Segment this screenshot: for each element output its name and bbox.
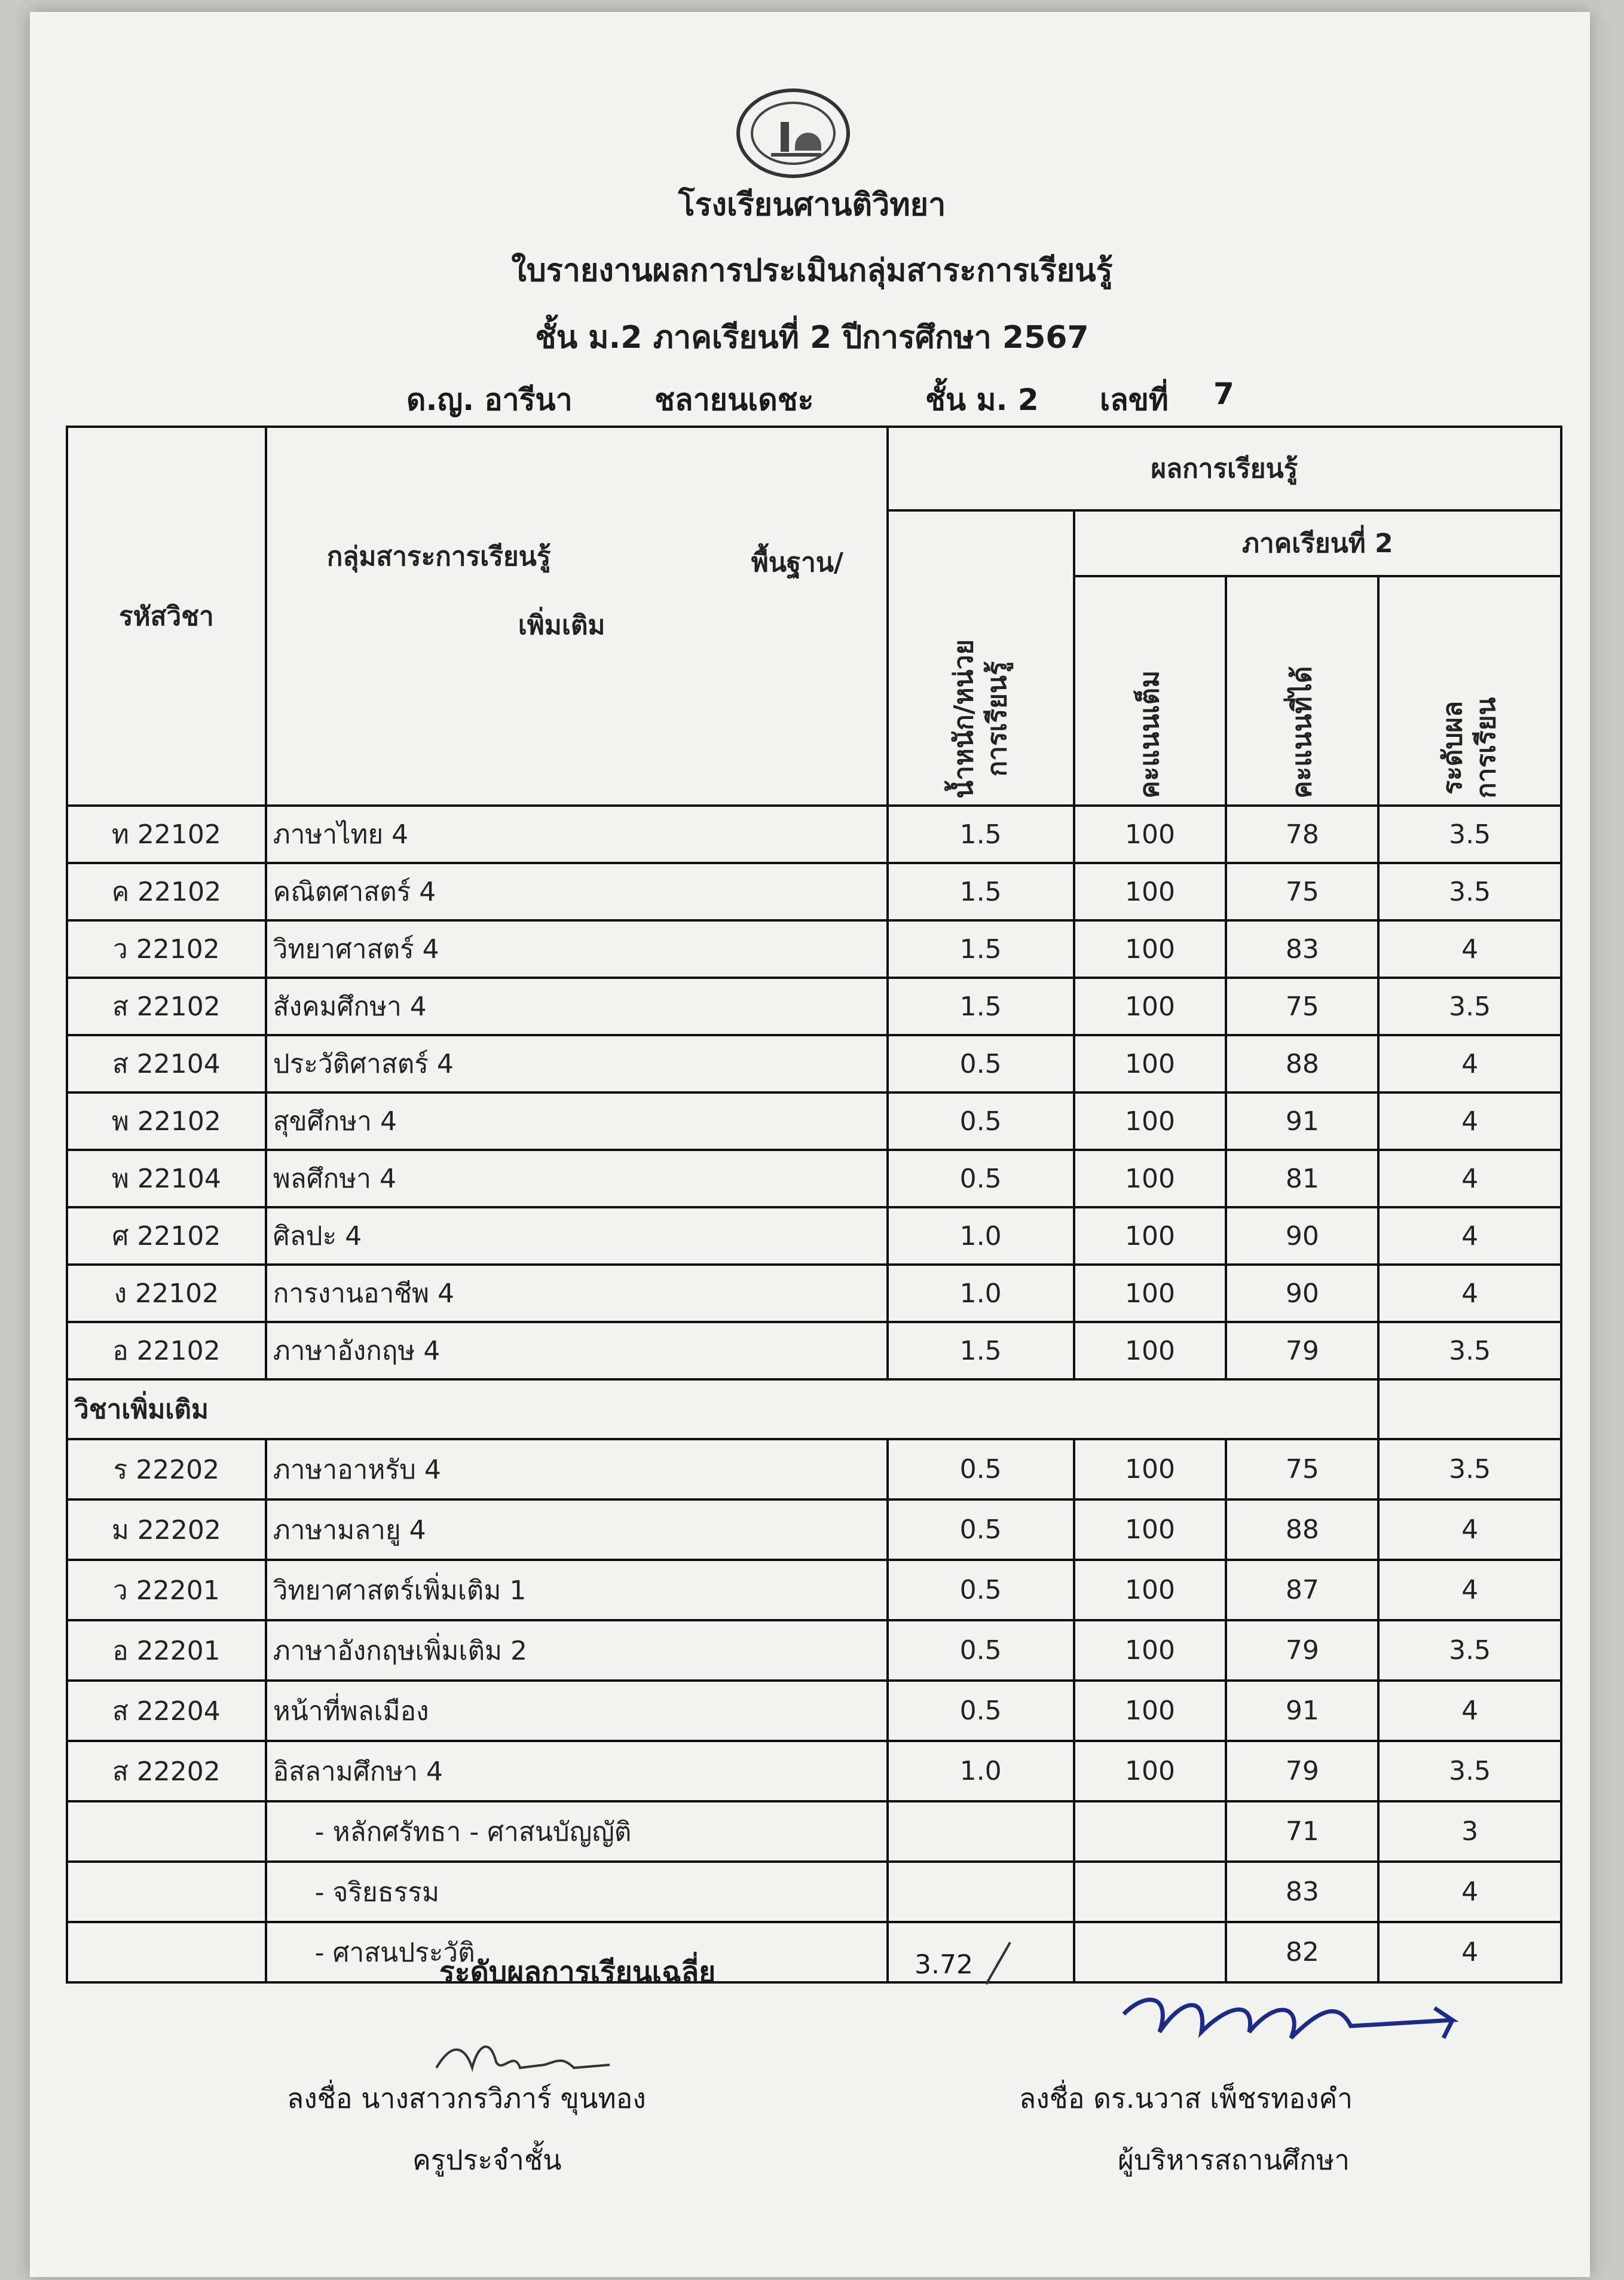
cell-grade: 3.5 <box>1378 1439 1561 1499</box>
cell-credit: 0.5 <box>888 1499 1074 1560</box>
cell-grade: 3.5 <box>1378 978 1561 1035</box>
logo-minaret <box>781 122 789 152</box>
cell-code: ร 22202 <box>67 1439 266 1499</box>
cell-full: 100 <box>1074 1035 1227 1092</box>
cell-score: 90 <box>1226 1265 1378 1322</box>
cell-full: 100 <box>1074 1439 1227 1499</box>
cell-grade: 4 <box>1378 1560 1561 1620</box>
cell-credit: 0.5 <box>888 1439 1074 1499</box>
cell-code <box>67 1801 266 1862</box>
cell-full: 100 <box>1074 806 1227 863</box>
cell-score: 91 <box>1226 1092 1378 1150</box>
credit-line-2: การเรียนรู้ <box>981 661 1013 777</box>
col-subject-label: กลุ่มสาระการเรียนรู้ <box>326 541 551 572</box>
cell-subject: การงานอาชีพ 4 <box>266 1265 888 1322</box>
cell-score: 81 <box>1226 1150 1378 1207</box>
school-name: โรงเรียนศานติวิทยา <box>678 187 946 223</box>
cell-score: 75 <box>1226 978 1378 1035</box>
teacher-signature-line: ลงชื่อ นางสาวกรวิภาร์ ขุนทอง <box>287 2082 646 2114</box>
cell-code: ว 22201 <box>67 1560 266 1620</box>
cell-full: 100 <box>1074 1681 1227 1741</box>
cell-subject: วิทยาศาสตร์เพิ่มเติม 1 <box>266 1560 888 1620</box>
grade-line-1: ระดับผล <box>1438 700 1469 795</box>
cell-grade: 3.5 <box>1378 1322 1561 1379</box>
cell-full: 100 <box>1074 1207 1227 1265</box>
grade-line-2: การเรียน <box>1471 697 1502 798</box>
col-subject-type2-label: เพิ่มเติม <box>518 610 605 641</box>
cell-score: 88 <box>1226 1035 1378 1092</box>
logo-dome <box>795 133 821 151</box>
cell-code: อ 22201 <box>67 1620 266 1681</box>
cell-grade: 4 <box>1378 920 1561 978</box>
cell-score: 83 <box>1226 920 1378 978</box>
col-score-header <box>1226 576 1378 806</box>
cell-credit: 0.5 <box>888 1620 1074 1681</box>
cell-grade: 3.5 <box>1378 806 1561 863</box>
table-row <box>67 1035 1561 1092</box>
cell-score: 90 <box>1226 1207 1378 1265</box>
report-title: ใบรายงานผลการประเมินกลุ่มสาระการเรียนรู้ <box>511 253 1113 289</box>
cell-full: 100 <box>1074 1741 1227 1801</box>
col-results-header: ผลการเรียนรู้ <box>888 427 1561 510</box>
cell-full: 100 <box>1074 1620 1227 1681</box>
cell-full: 100 <box>1074 1092 1227 1150</box>
cell-subject: ศิลปะ 4 <box>266 1207 888 1265</box>
cell-subject: สุขศึกษา 4 <box>266 1092 888 1150</box>
cell-grade: 4 <box>1378 1265 1561 1322</box>
average-grade-label: ระดับผลการเรียนเฉลี่ย <box>439 1955 716 1989</box>
cell-credit: 0.5 <box>888 1092 1074 1150</box>
credit-line-1: น้ำหนัก/หน่วย <box>948 639 979 798</box>
table-row <box>67 806 1561 863</box>
cell-grade: 3.5 <box>1378 1620 1561 1681</box>
cell-subject: อิสลามศึกษา 4 <box>266 1741 888 1801</box>
table-row <box>67 863 1561 920</box>
cell-score: 88 <box>1226 1499 1378 1560</box>
cell-grade: 4 <box>1378 1092 1561 1150</box>
cell-grade: 3.5 <box>1378 1741 1561 1801</box>
cell-credit: 1.0 <box>888 1741 1074 1801</box>
table-row <box>67 1499 1561 1560</box>
cell-full: 100 <box>1074 1560 1227 1620</box>
cell-score: 82 <box>1226 1922 1378 1982</box>
cell-subject: ประวัติศาสตร์ 4 <box>266 1035 888 1092</box>
cell-score: 79 <box>1226 1741 1378 1801</box>
logo-base <box>771 153 821 157</box>
cell-code: ว 22102 <box>67 920 266 978</box>
cell-credit: 0.5 <box>888 1150 1074 1207</box>
col-grade-header <box>1378 576 1561 806</box>
cell-subject: ภาษามลายู 4 <box>266 1499 888 1560</box>
cell-full <box>1074 1801 1227 1862</box>
col-credit-header <box>888 510 1074 806</box>
cell-grade: 4 <box>1378 1035 1561 1092</box>
student-class: ชั้น ม. 2 <box>925 382 1039 417</box>
cell-code: ง 22102 <box>67 1265 266 1322</box>
cell-code: ศ 22102 <box>67 1207 266 1265</box>
cell-credit: 1.0 <box>888 1265 1074 1322</box>
table-row <box>67 1092 1561 1150</box>
col-full-header <box>1074 576 1227 806</box>
extra-group-blank <box>1378 1379 1561 1439</box>
cell-full: 100 <box>1074 978 1227 1035</box>
full-line-1: คะแนนเต็ม <box>1134 670 1166 798</box>
term-line: ชั้น ม.2 ภาคเรียนที่ 2 ปีการศึกษา 2567 <box>535 320 1089 356</box>
cell-credit: 1.5 <box>888 863 1074 920</box>
table-row <box>67 978 1561 1035</box>
cell-subject: ภาษาอาหรับ 4 <box>266 1439 888 1499</box>
cell-score: 75 <box>1226 1439 1378 1499</box>
cell-subject: หน้าที่พลเมือง <box>266 1681 888 1741</box>
cell-score: 78 <box>1226 806 1378 863</box>
average-grade-value: 3.72 <box>915 1950 973 1980</box>
cell-credit: 0.5 <box>888 1560 1074 1620</box>
cell-score: 71 <box>1226 1801 1378 1862</box>
table-row <box>67 1207 1561 1265</box>
cell-subject: วิทยาศาสตร์ 4 <box>266 920 888 978</box>
cell-credit: 1.5 <box>888 920 1074 978</box>
cell-subject: สังคมศึกษา 4 <box>266 978 888 1035</box>
cell-grade: 4 <box>1378 1681 1561 1741</box>
cell-code: ส 22204 <box>67 1681 266 1741</box>
table-row <box>67 1322 1561 1379</box>
cell-subject: คณิตศาสตร์ 4 <box>266 863 888 920</box>
table-row <box>67 1439 1561 1499</box>
score-line-1: คะแนนที่ได้ <box>1286 666 1317 798</box>
cell-subject: ภาษาอังกฤษเพิ่มเติม 2 <box>266 1620 888 1681</box>
cell-grade: 4 <box>1378 1150 1561 1207</box>
cell-credit: 1.5 <box>888 978 1074 1035</box>
extra-group-label: วิชาเพิ่มเติม <box>67 1379 1378 1439</box>
cell-code: ส 22104 <box>67 1035 266 1092</box>
table-row <box>67 1560 1561 1620</box>
cell-credit <box>888 1862 1074 1922</box>
student-name: ด.ญ. อารีนา <box>406 382 573 417</box>
cell-subject: ภาษาอังกฤษ 4 <box>266 1322 888 1379</box>
cell-subject: ภาษาไทย 4 <box>266 806 888 863</box>
table-row <box>67 1150 1561 1207</box>
cell-subject: พลศึกษา 4 <box>266 1150 888 1207</box>
cell-full: 100 <box>1074 1322 1227 1379</box>
table-row <box>67 1265 1561 1322</box>
table-row <box>67 1620 1561 1681</box>
cell-grade: 4 <box>1378 1862 1561 1922</box>
cell-code: ค 22102 <box>67 863 266 920</box>
cell-score: 75 <box>1226 863 1378 920</box>
cell-credit: 1.5 <box>888 1322 1074 1379</box>
table-row <box>67 1681 1561 1741</box>
cell-credit <box>888 1801 1074 1862</box>
director-signature <box>1112 1972 1482 2062</box>
director-role: ผู้บริหารสถานศึกษา <box>1118 2144 1350 2176</box>
cell-code <box>67 1862 266 1922</box>
cell-code: ส 22102 <box>67 978 266 1035</box>
cell-grade: 4 <box>1378 1499 1561 1560</box>
cell-full: 100 <box>1074 920 1227 978</box>
cell-code <box>67 1922 266 1982</box>
teacher-role: ครูประจำชั้น <box>412 2144 562 2176</box>
cell-grade: 4 <box>1378 1207 1561 1265</box>
student-surname: ชลายนเดชะ <box>655 382 814 417</box>
cell-credit: 0.5 <box>888 1681 1074 1741</box>
col-term-header: ภาคเรียนที่ 2 <box>1074 510 1561 576</box>
table-row <box>67 1741 1561 1801</box>
table-row <box>67 1862 1561 1922</box>
logo-inner-ring <box>751 102 836 165</box>
table-row <box>67 1801 1561 1862</box>
cell-full <box>1074 1862 1227 1922</box>
cell-full: 100 <box>1074 1150 1227 1207</box>
cell-score: 79 <box>1226 1322 1378 1379</box>
cell-score: 87 <box>1226 1560 1378 1620</box>
cell-subject: - ศาสนประวัติ <box>266 1922 888 1982</box>
cell-score: 79 <box>1226 1620 1378 1681</box>
cell-code: ม 22202 <box>67 1499 266 1560</box>
col-code-header: รหัสวิชา <box>67 427 266 806</box>
cell-full: 100 <box>1074 1499 1227 1560</box>
cell-code: อ 22102 <box>67 1322 266 1379</box>
student-no-label: เลขที่ <box>1100 382 1169 417</box>
cell-code: พ 22102 <box>67 1092 266 1150</box>
col-subject-type-label: พื้นฐาน/ <box>751 547 843 578</box>
cell-credit: 0.5 <box>888 1035 1074 1092</box>
cell-credit: 1.5 <box>888 806 1074 863</box>
cell-subject: - จริยธรรม <box>266 1862 888 1922</box>
cell-code: พ 22104 <box>67 1150 266 1207</box>
director-signature-line: ลงชื่อ ดร.นวาส เพ็ชรทองคำ <box>1019 2082 1353 2114</box>
cell-grade: 3.5 <box>1378 863 1561 920</box>
col-subject-header <box>266 427 888 806</box>
table-row <box>67 920 1561 978</box>
cell-score: 83 <box>1226 1862 1378 1922</box>
cell-full: 100 <box>1074 863 1227 920</box>
cell-subject: - หลักศรัทธา - ศาสนบัญญัติ <box>266 1801 888 1862</box>
check-mark <box>980 1936 1016 1990</box>
cell-full: 100 <box>1074 1265 1227 1322</box>
grades-table <box>66 426 1562 1984</box>
cell-grade: 3 <box>1378 1801 1561 1862</box>
cell-code: ส 22202 <box>67 1741 266 1801</box>
student-no: 7 <box>1213 377 1234 411</box>
school-logo <box>736 88 850 178</box>
cell-grade: 4 <box>1378 1922 1561 1982</box>
cell-score: 91 <box>1226 1681 1378 1741</box>
cell-code: ท 22102 <box>67 806 266 863</box>
cell-credit: 1.0 <box>888 1207 1074 1265</box>
